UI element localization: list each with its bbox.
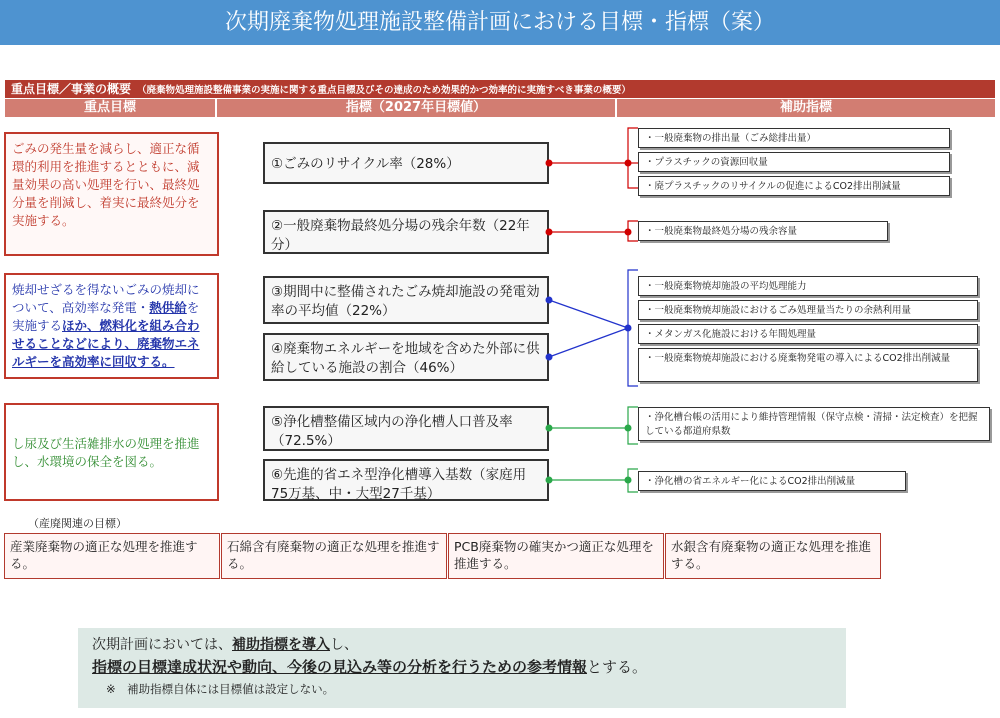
section-note: （廃棄物処理施設整備事業の実施に関する重点目標及びその達成のため効果的かつ効率的に実施すべき事業の概要） (137, 85, 631, 96)
industry-goal: 水銀含有廃棄物の適正な処理を推進する。 (665, 533, 881, 579)
aux-indicator: ・ プラスチックの資源回収量 (638, 152, 950, 172)
note-text: とする。 (587, 658, 648, 676)
industry-goal: 産業廃棄物の適正な処理を推進する。 (4, 533, 220, 579)
note-text: 次期計画においては、 (92, 637, 232, 653)
goal-text: を実施する (12, 300, 200, 333)
column-header-aux: 補助指標 (617, 99, 995, 117)
indicator-power-efficiency: ③期間中に整備されたごみ焼却施設の発電効率の平均値（22%） (263, 276, 549, 324)
indicator-energy-supply: ④廃棄物エネルギーを地域を含めた外部に供給している施設の割合（46%） (263, 333, 549, 381)
aux-indicator: ・ 一般廃棄物焼却施設の平均処理能力 (638, 276, 978, 296)
goal-text-bold: 高効率に回収する。 (62, 354, 175, 369)
goal-waste-reduction: ごみの発生量を減らし、適正な循環的利用を推進するとともに、減量効果の高い処理を行い、最終処分量を削減し、着実に最終処分を実施する。 (4, 132, 219, 256)
note-box (78, 628, 846, 708)
aux-indicator: ・ 一般廃棄物焼却施設における廃棄物発電の導入によるCO2排出削減量 (638, 348, 978, 382)
goal-text-bold: ほか、燃料化を組み合わせることなどにより、廃棄物エネルギーを (12, 318, 200, 369)
goal-text-bold: 熱供給 (149, 300, 187, 315)
column-header-indicator: 指標（2027年目標値） (217, 99, 615, 117)
industry-goal: PCB廃棄物の確実かつ適正な処理を推進する。 (448, 533, 664, 579)
aux-indicator: ・ 一般廃棄物の排出量（ごみ総排出量） (638, 128, 950, 148)
aux-indicator: ・ 浄化槽の省エネルギー化によるCO2排出削減量 (638, 471, 906, 491)
aux-indicator: ・ 一般廃棄物最終処分場の残余容量 (638, 221, 888, 241)
page-title: 次期廃棄物処理施設整備計画における目標・指標（案） (0, 0, 1000, 45)
indicator-recycling-rate: ①ごみのリサイクル率（28%） (263, 142, 549, 184)
note-text: し、 (330, 637, 358, 653)
aux-indicator: ・ メタンガス化施設における年間処理量 (638, 324, 978, 344)
industry-label: （産廃関連の目標） (28, 517, 127, 530)
note-line-3: ※ 補助指標自体には目標値は設定しない。 (106, 682, 335, 696)
column-header-goal: 重点目標 (5, 99, 215, 117)
indicator-eco-septic-count: ⑥先進的省エネ型浄化槽導入基数（家庭用75万基、中・大型27千基） (263, 459, 549, 501)
aux-indicator: ・ 廃プラスチックのリサイクルの促進によるCO2排出削減量 (638, 176, 950, 196)
aux-indicator: ・ 一般廃棄物焼却施設におけるごみ処理量当たりの余熱利用量 (638, 300, 978, 320)
section-label: 重点目標／事業の概要 (11, 82, 132, 96)
indicator-landfill-years: ②一般廃棄物最終処分場の残余年数（22年分） (263, 210, 549, 254)
industry-goal: 石綿含有廃棄物の適正な処理を推進する。 (221, 533, 447, 579)
goal-text: 焼却せざるを得ないごみの焼却について、高効率な発電・ (12, 282, 200, 315)
indicator-septic-coverage: ⑤浄化槽整備区域内の浄化槽人口普及率（72.5%） (263, 406, 549, 451)
goal-water-environment: し尿及び生活雑排水の処理を推進し、水環境の保全を図る。 (4, 403, 219, 501)
aux-indicator: ・ 浄化槽台帳の活用により維持管理情報（保守点検・清掃・法定検査）を把握している都道府県数 (638, 407, 990, 441)
note-line-2 (92, 656, 832, 678)
note-emphasis: 補助指標を導入 (232, 637, 330, 653)
note-line-1 (92, 634, 832, 656)
note-emphasis: 指標の目標達成状況や動向、今後の見込み等の分析を行うための参考情報 (92, 658, 588, 676)
